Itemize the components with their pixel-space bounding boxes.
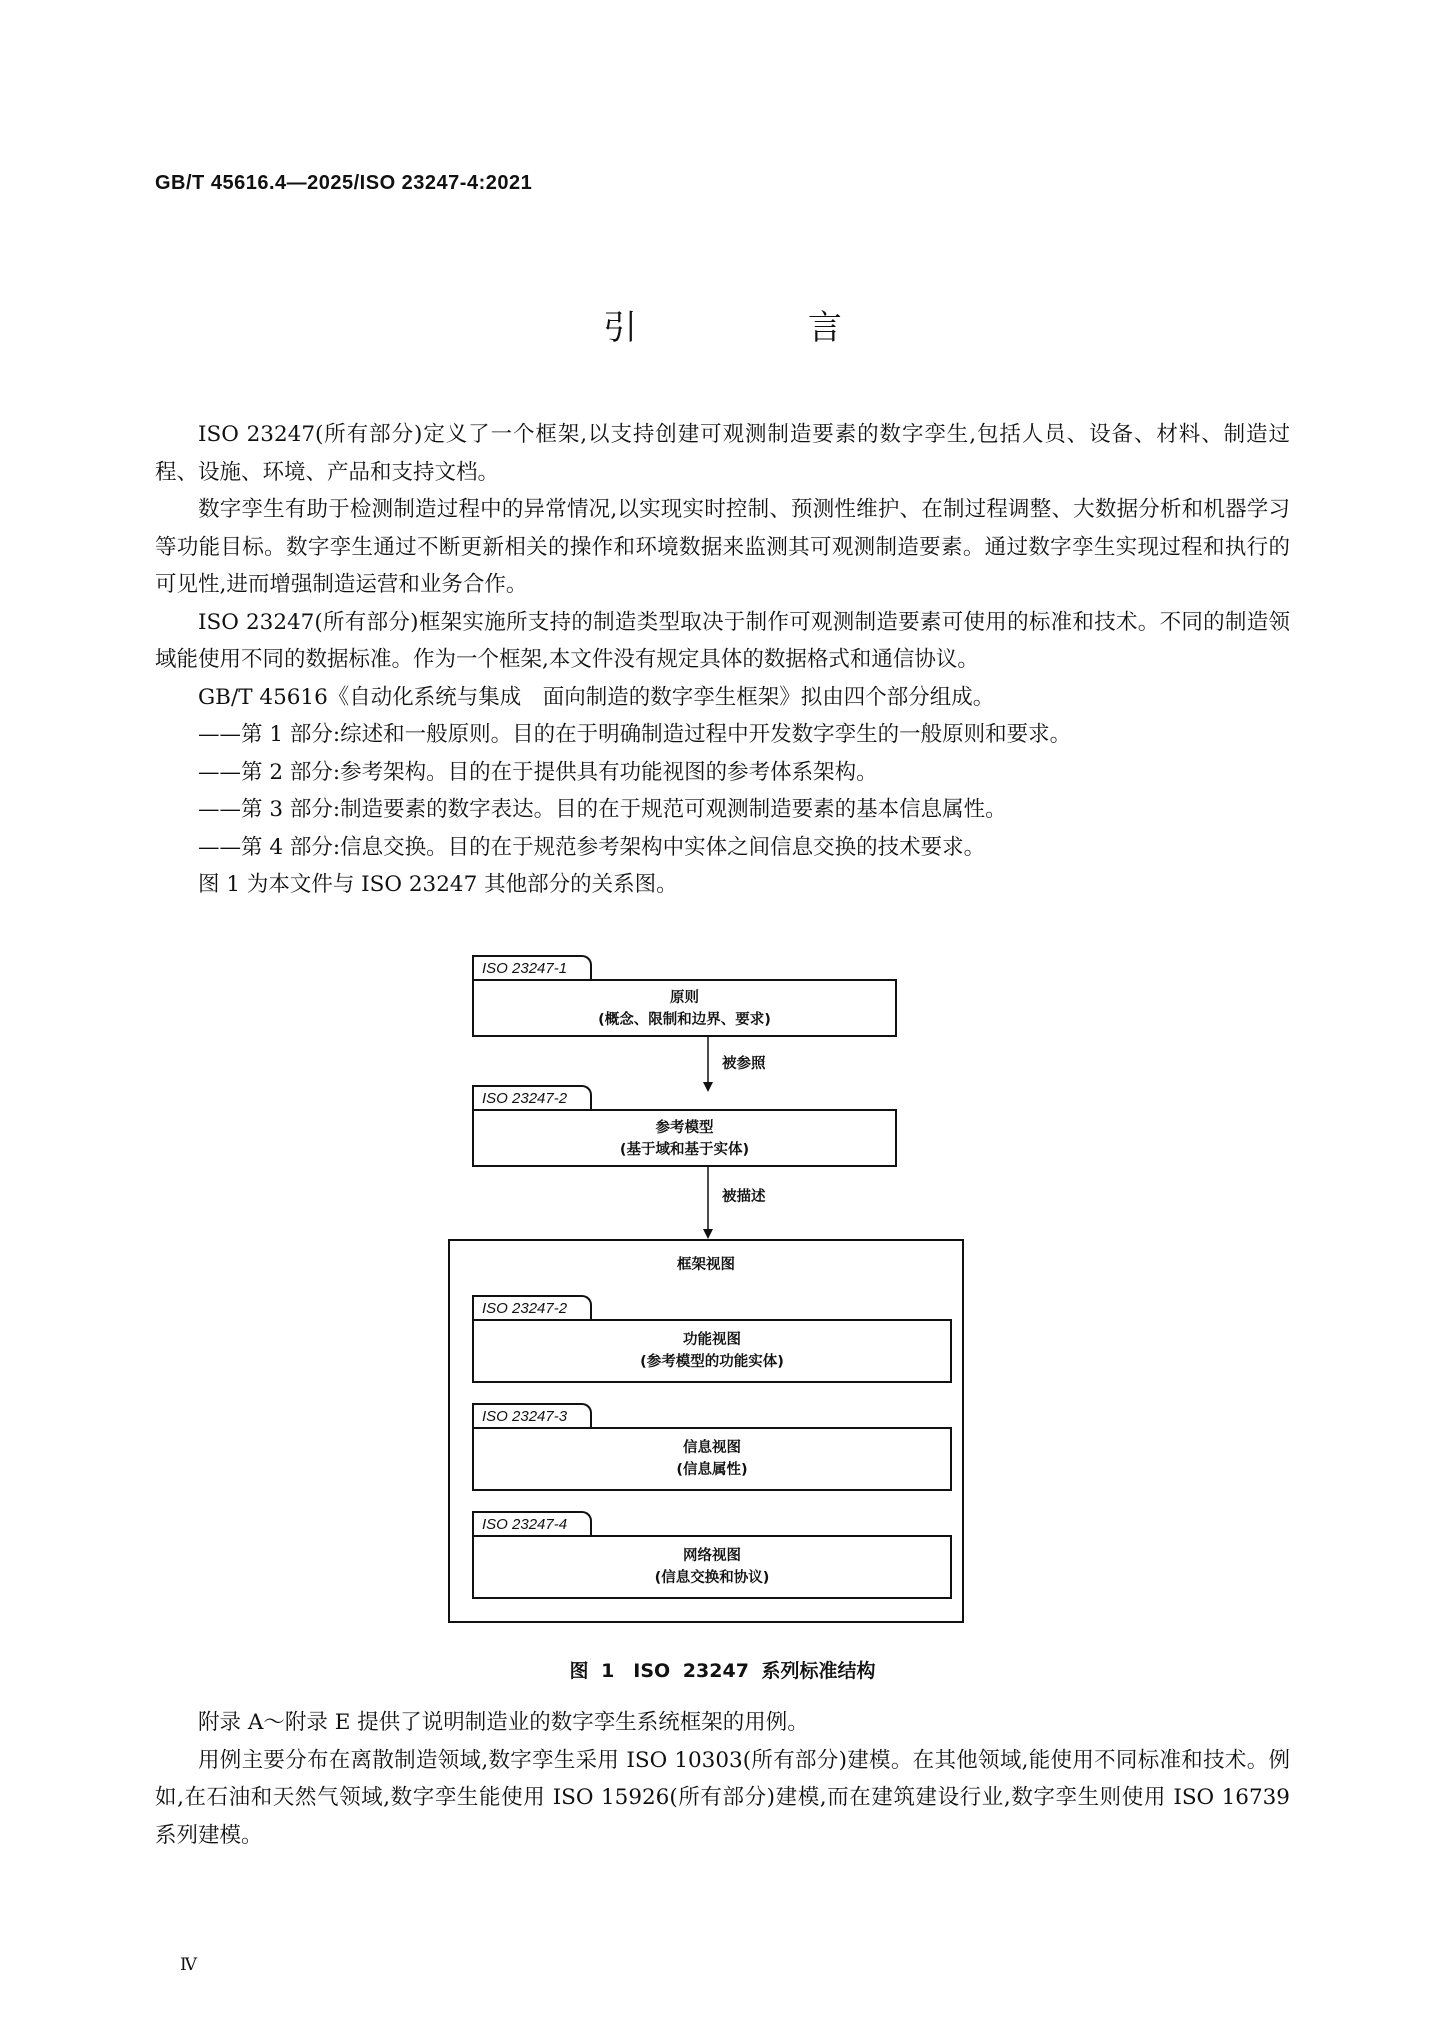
box-title: 网络视图: [683, 1548, 741, 1564]
tab-label: ISO 23247-4: [472, 1511, 592, 1537]
box-subtitle: (参考模型的功能实体): [640, 1354, 784, 1370]
box-subtitle: (信息属性): [676, 1462, 748, 1478]
arrow-label: 被参照: [722, 1056, 766, 1072]
page-number: Ⅳ: [180, 1955, 197, 1975]
network-view-box: [472, 1535, 952, 1599]
paragraph: 用例主要分布在离散制造领域,数字孪生采用 ISO 10303(所有部分)建模。在其他领域,能使用不同标准和技术。例如,在石油和天然气领域,数字孪生能使用 ISO 15926(所有部分)建模,而在建筑建设行业,数字孪生则使用 ISO 16739 系列建模。: [155, 1747, 1290, 1848]
tab-label: ISO 23247-3: [472, 1403, 592, 1429]
section-title: 引 言: [603, 308, 922, 348]
paragraph: 数字孪生有助于检测制造过程中的异常情况,以实现实时控制、预测性维护、在制过程调整、大数据分析和机器学习等功能目标。数字孪生通过不断更新相关的操作和环境数据来监测其可观测制造要素。通过数字孪生实现过程和执行的可见性,进而增强制造运营和业务合作。: [155, 497, 1290, 597]
paragraph: ISO 23247(所有部分)定义了一个框架,以支持创建可观测制造要素的数字孪生,包括人员、设备、材料、制造过程、设施、环境、产品和支持文档。: [155, 422, 1290, 485]
list-item: ——第 2 部分:参考架构。目的在于提供具有功能视图的参考体系架构。: [198, 759, 878, 785]
reference-model-box: [472, 1109, 897, 1167]
box-title: 参考模型: [655, 1120, 714, 1136]
paragraph: GB/T 45616《自动化系统与集成 面向制造的数字孪生框架》拟由四个部分组成。: [198, 684, 995, 710]
paragraph: ISO 23247(所有部分)框架实施所支持的制造类型取决于制作可观测制造要素可使用的标准和技术。不同的制造领域能使用不同的数据标准。作为一个框架,本文件没有规定具体的数据格式和通信协议。: [155, 609, 1290, 672]
list-item: ——第 3 部分:制造要素的数字表达。目的在于规范可观测制造要素的基本信息属性。: [198, 797, 1007, 822]
structure-diagram: [440, 955, 1000, 1645]
box-title: 原则: [670, 990, 699, 1006]
list-item: ——第 1 部分:综述和一般原则。目的在于明确制造过程中开发数字孪生的一般原则和要求。: [198, 722, 1072, 747]
box-subtitle: (基于域和基于实体): [619, 1142, 750, 1158]
information-view-box: [472, 1427, 952, 1491]
document-header: GB/T 45616.4—2025/ISO 23247-4:2021: [155, 172, 533, 194]
tab-label: ISO 23247-1: [472, 955, 592, 981]
arrowhead-1: [703, 1082, 713, 1092]
intro-text: [155, 416, 1290, 904]
arrowhead-2: [703, 1229, 713, 1239]
principles-box: [472, 979, 897, 1037]
box-title: 功能视图: [683, 1332, 741, 1348]
paragraph: 图 1 为本文件与 ISO 23247 其他部分的关系图。: [198, 872, 678, 897]
box-title: 信息视图: [683, 1440, 741, 1456]
list-item: ——第 4 部分:信息交换。目的在于规范参考架构中实体之间信息交换的技术要求。: [198, 834, 986, 860]
paragraph: 附录 A～附录 E 提供了说明制造业的数字孪生系统框架的用例。: [198, 1710, 809, 1735]
arrow-label: 被描述: [722, 1189, 766, 1205]
closing-text: [155, 1704, 1290, 1854]
frame-title: 框架视图: [677, 1257, 735, 1273]
tab-label: ISO 23247-2: [472, 1085, 592, 1111]
box-subtitle: (概念、限制和边界、要求): [598, 1012, 771, 1028]
functional-view-box: [472, 1319, 952, 1383]
figure-caption: 图 1 ISO 23247 系列标准结构: [569, 1660, 876, 1682]
box-subtitle: (信息交换和协议): [654, 1570, 770, 1586]
tab-label: ISO 23247-2: [472, 1295, 592, 1321]
